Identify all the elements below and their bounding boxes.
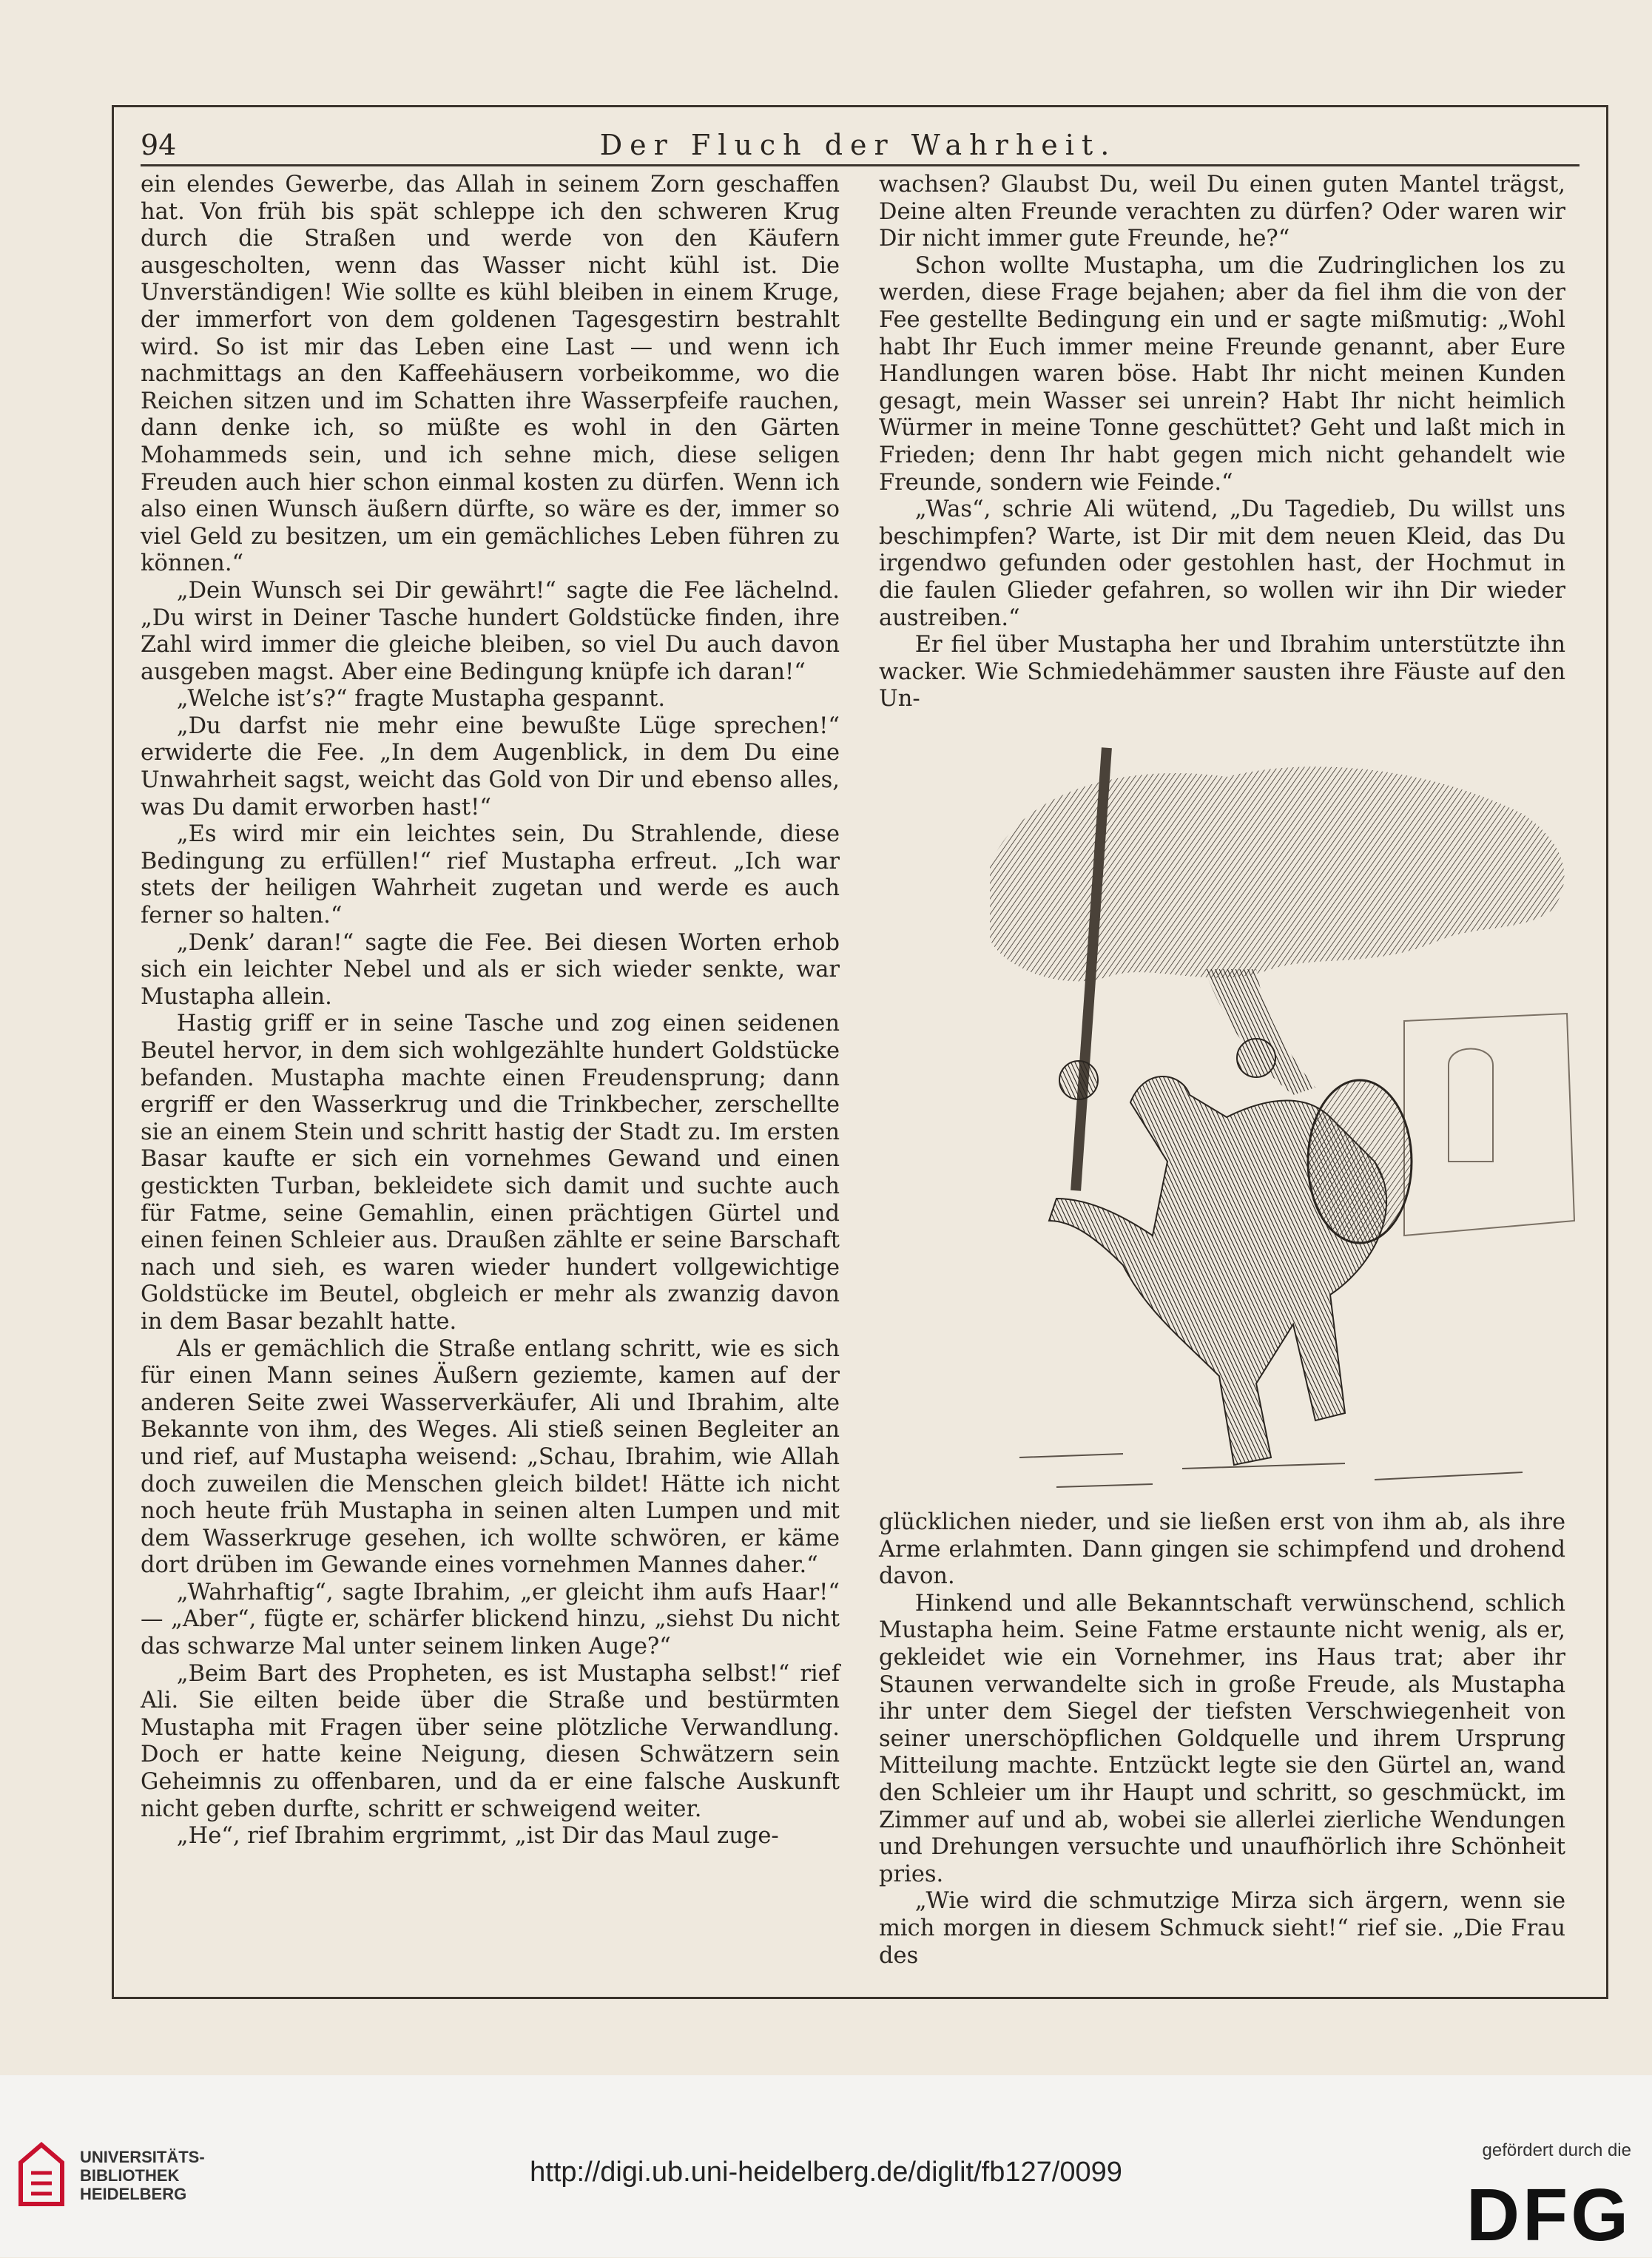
running-title: Der Fluch der Wahrheit. [599,129,1117,161]
paragraph: „Dein Wunsch sei Dir gewährt!“ sagte die Fee lächelnd. „Du wirst in Deiner Tasche hundert Goldstücke finden, ihre Zahl wird immer die gleiche bleiben, so viel Du auch davon ausgeben magst. Aber eine Bedingung knüpfe ich daran!“ [141,577,840,685]
page-number: 94 [141,129,177,161]
source-url-link[interactable]: http://digi.ub.uni-heidelberg.de/diglit/fb127/0099 [530,2157,1122,2188]
paragraph: „Denk’ daran!“ sagte die Fee. Bei diesen Worten erhob sich ein leichter Nebel und als er sich wieder senkte, war Mustapha allein. [141,929,840,1010]
left-column [141,172,840,1850]
paragraph: Als er gemächlich die Straße entlang schritt, wie es sich für einen Mann seines Äußern geziemte, kamen auf der anderen Seite zwei Wasserverkäufer, Ali und Ibrahim, alte Bekannte von ihm, des Weges. Ali stieß seinen Begleiter an und rief, auf Mustapha weisend: „Schau, Ibrahim, wie Allah doch zuweilen die Menschen gleich bildet! Hätte ich nicht noch heute früh Mustapha in seinen alten Lumpen und mit dem Wasserkruge gesehen, ich wollte schwören, er käme dort drüben im Gewande eines vornehmen Mannes daher.“ [141,1335,840,1579]
paragraph: ein elendes Gewerbe, das Allah in seinem Zorn geschaffen hat. Von früh bis spät schleppe ich den schweren Krug durch die Straßen und werde von den Käufern ausgescholten, wenn das Wasser nicht kühl ist. Die Unverständigen! Wie sollte es kühl bleiben in einem Kruge, der immerfort von dem goldenen Tagesgestirn bestrahlt wird. So ist mir das Leben eine Last — und wenn ich nachmittags an den Kaffeehäusern vorbeikomme, wo die Reichen sitzen und im Schatten ihre Wasserpfeife rauchen, dann denke ich, so müßte es wohl in den Gärten Mohammeds sein, und ich sehne mich, diese seligen Freuden auch hier schon einmal kosten zu dürfen. Wenn ich also einen Wunsch äußern dürfte, so wäre es der, immer so viel Geld zu besitzen, um ein gemächliches Leben führen zu können.“ [141,172,840,577]
paragraph: „Wahrhaftig“, sagte Ibrahim, „er gleicht ihm aufs Haar!“ — „Aber“, fügte er, schärfer blickend hinzu, „siehst Du nicht das schwarze Mal unter seinem linken Auge?“ [141,1579,840,1660]
digitization-footer [0,2075,1652,2257]
dfg-logo: DFG [1466,2174,1631,2257]
header-rule [141,164,1579,166]
library-name-line2: BIBLIOTHEK [80,2166,180,2185]
paragraph: Er fiel über Mustapha her und Ibrahim unterstützte ihn wacker. Wie Schmiedehämmer sausten ihre Fäuste auf den Un- [879,632,1565,712]
paragraph: „Es wird mir ein leichtes sein, Du Strahlende, diese Bedingung zu erfüllen!“ rief Mustapha erfreut. „Ich war stets der heiligen Wahrheit zugetan und werde es auch ferner so halten.“ [141,821,840,929]
paragraph: „Du darfst nie mehr eine bewußte Lüge sprechen!“ erwiderte die Fee. „In dem Augenblick, in dem Du eine Unwahrheit sagst, weicht das Gold von Dir und ebenso alles, was Du damit erworben hast!“ [141,712,840,820]
right-column-bottom [879,1509,1565,1969]
paragraph: „Wie wird die schmutzige Mirza sich ärgern, wenn sie mich morgen in diesem Schmuck sieht!“ rief sie. „Die Frau des [879,1888,1565,1969]
funded-by-label: gefördert durch die [1482,2140,1631,2160]
paragraph: Hinkend und alle Bekanntschaft verwünschend, schlich Mustapha heim. Seine Fatme erstaunte nicht wenig, als er, gekleidet wie ein Vornehmer, ins Haus trat; aber ihr Staunen verwandelte sich in große Freude, als Mustapha ihr unter dem Siegel der tiefsten Verschwiegenheit von seiner unerschöpflichen Goldquelle und ihrem Ursprung Mitteilung machte. Entzückt legte sie den Gürtel an, wand den Schleier um ihr Haupt und schritt, so geschmückt, im Zimmer auf und ab, wobei sie allerlei zierliche Wendungen und Drehungen versuchte und unaufhörlich ihre Schönheit pries. [879,1590,1565,1887]
paragraph: Schon wollte Mustapha, um die Zudringlichen los zu werden, diese Frage bejahen; aber da fiel ihm die von der Fee gestellte Bedingung ein und er sagte mißmutig: „Wohl habt Ihr Euch immer meine Freunde genannt, aber Eure Handlungen waren böse. Habt Ihr nicht meinen Kunden gesagt, mein Wasser sei unrein? Habt Ihr nicht heimlich Würmer in meine Tonne geschüttet? Geht und laßt mich in Frieden; denn Ihr habt gegen mich nicht gehandelt wie Freunde, sondern wie Feinde.“ [879,252,1565,496]
running-header [141,124,1576,169]
paragraph: „He“, rief Ibrahim ergrimmt, „ist Dir das Maul zuge- [176,1823,779,1850]
paragraph: glücklichen nieder, und sie ließen erst von ihm ab, als ihre Arme erlahmten. Dann gingen sie schimpfend und drohend davon. [879,1509,1565,1590]
fight-scene-engraving-icon [960,747,1582,1502]
library-name-line3: HEIDELBERG [80,2185,187,2203]
paragraph: „Was“, schrie Ali wütend, „Du Tagedieb, Du willst uns beschimpfen? Warte, ist Dir mit dem neuen Kleid, das Du irgendwo gefunden oder gestohlen hast, der Hochmut in die faulen Glieder gefahren, so wollen wir ihn Dir wieder austreiben.“ [879,496,1565,631]
library-name-line1: UNIVERSITÄTS- [80,2148,205,2166]
right-column-top [879,172,1565,713]
paragraph: „Welche ist’s?“ fragte Mustapha gespannt. [176,686,666,712]
paragraph: Hastig griff er in seine Tasche und zog einen seidenen Beutel hervor, in dem sich wohlgezählte hundert Goldstücke befanden. Mustapha machte einen Freudensprung; dann ergriff er den Wasserkrug und die Trinkbecher, zerschellte sie an einem Stein und schritt hastig der Stadt zu. Im ersten Basar kaufte er sich ein vornehmes Gewand und einen gestickten Turban, bekleidete sich damit und suchte auch für Fatme, seine Gemahlin, einen prächtigen Gürtel und einen feinen Schleier aus. Draußen zählte er seine Barschaft nach und sieh, es waren wieder hundert vollgewichtige Goldstücke im Beutel, obgleich er mehr als zwanzig davon in dem Basar bezahlt hatte. [141,1011,840,1335]
paragraph: „Beim Bart des Propheten, es ist Mustapha selbst!“ rief Ali. Sie eilten beide über die Straße und bestürmten Mustapha mit Fragen über seine plötzliche Verwandlung. Doch er hatte keine Neigung, diesen Schwätzern sein Geheimnis zu offenbaren, und da er eine falsche Auskunft nicht geben durfte, schritt er schweigend weiter. [141,1660,840,1822]
fight-scene-illustration [960,747,1582,1502]
paragraph: wachsen? Glaubst Du, weil Du einen guten Mantel trägst, Deine alten Freunde verachten zu dürfen? Oder waren wir Dir nicht immer gute Freunde, he?“ [879,172,1565,252]
